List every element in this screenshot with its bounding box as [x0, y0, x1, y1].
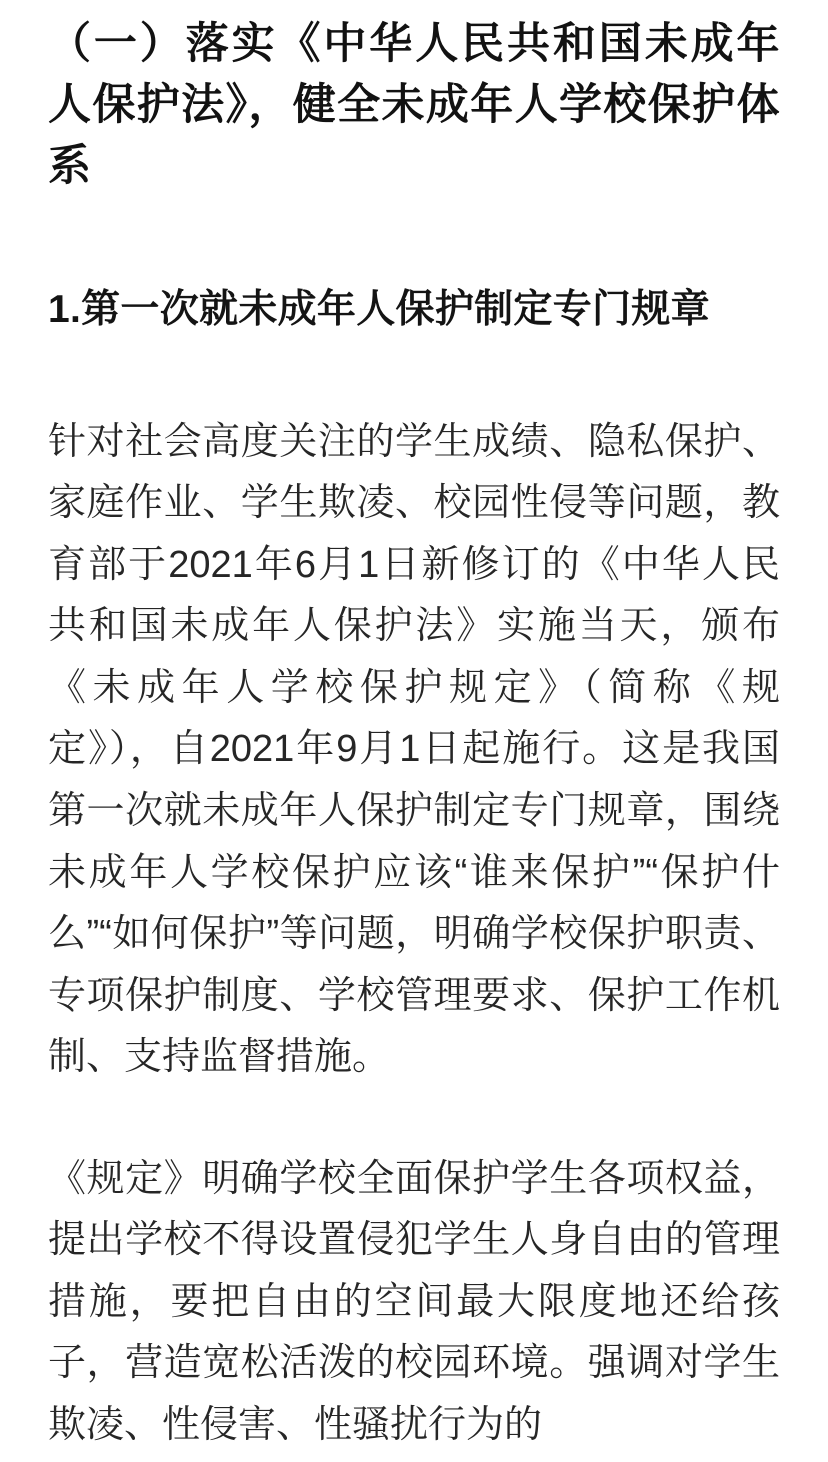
- body-paragraph: 《规定》明确学校全面保护学生各项权益，提出学校不得设置侵犯学生人身自由的管理措施，要把自由的空间最大限度地还给孩子，营造宽松活泼的校园环境。强调对学生欺凌、性侵害、性骚扰行为的: [48, 1157, 780, 1446]
- body-paragraph: 针对社会高度关注的学生成绩、隐私保护、家庭作业、学生欺凌、校园性侵等问题，教育部于2021年6月1日新修订的《中华人民共和国未成年人保护法》实施当天，颁布《未成年人学校保护规定》（简称《规定》），自2021年9月1日起施行。这是我国第一次就未成年人保护制定专门规章，围绕未成年人学校保护应该“谁来保护”“保护什么”“如何保护”等问题，明确学校保护职责、专项保护制度、学校管理要求、保护工作机制、支持监督措施。: [48, 420, 780, 1079]
- subsection-heading: 1.第一次就未成年人保护制定专门规章: [48, 288, 710, 332]
- section-heading: （一）落实《中华人民共和国未成年人保护法》，健全未成年人学校保护体系: [48, 20, 780, 191]
- vertical-spacer: [48, 197, 780, 283]
- vertical-spacer: [48, 338, 780, 412]
